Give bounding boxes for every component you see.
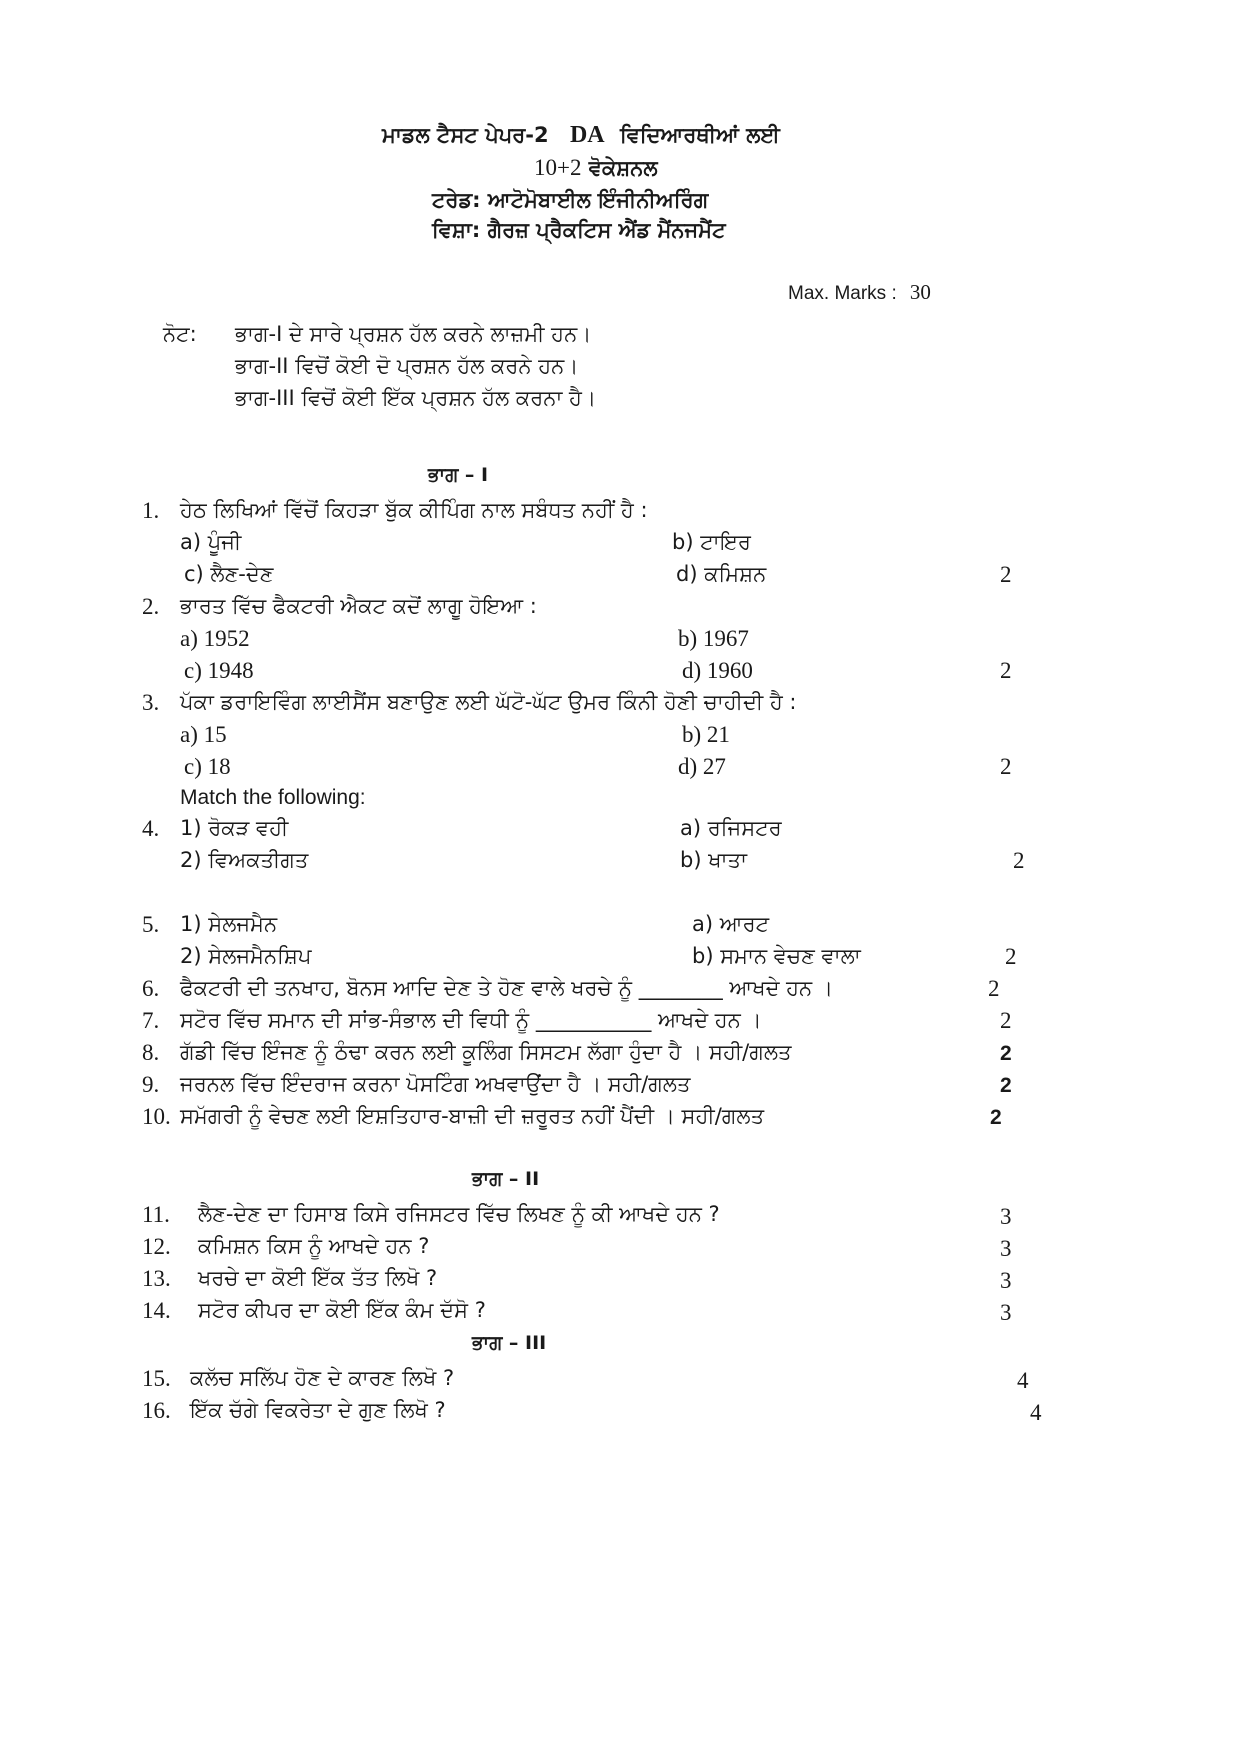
subject-line: ਵਿਸ਼ਾ: ਗੈਰਜ਼ ਪ੍ਰੈਕਟਿਸ ਐਂਡ ਮੈਂਨਜਮੈਂਟ — [432, 218, 726, 242]
max-marks-label: Max. Marks : — [788, 283, 897, 304]
q1-text: ਹੇਠ ਲਿਖਿਆਂ ਵਿੱਚੋਂ ਕਿਹੜਾ ਬੁੱਕ ਕੀਪਿੰਗ ਨਾਲ ਸਬੰਧਤ ਨਹੀਂ ਹੈ : — [180, 498, 648, 522]
q7-text: ਸਟੋਰ ਵਿੱਚ ਸਮਾਨ ਦੀ ਸਾਂਭ-ਸੰਭਾਲ ਦੀ ਵਿਧੀ ਨੂੰ ___________ ਆਖਦੇ ਹਨ । — [180, 1008, 762, 1032]
q3-marks: 2 — [1000, 754, 1012, 779]
q8-number: 8. — [142, 1040, 160, 1065]
q4-right-2: b) ਖਾਤਾ — [680, 848, 747, 872]
q5-number: 5. — [142, 912, 160, 937]
q1-number: 1. — [142, 498, 160, 523]
part3-heading: ਭਾਗ – III — [472, 1332, 547, 1354]
q15-number: 15. — [142, 1366, 171, 1391]
q12-number: 12. — [142, 1234, 171, 1259]
q2-number: 2. — [142, 594, 160, 619]
part2-heading: ਭਾਗ – II — [472, 1168, 540, 1190]
max-marks-value: 30 — [909, 280, 931, 304]
q9-marks: 2 — [1000, 1074, 1012, 1097]
q6-number: 6. — [142, 976, 160, 1001]
match-heading: Match the following: — [180, 786, 366, 809]
q14-marks: 3 — [1000, 1300, 1012, 1325]
paper-title-da: DA — [569, 122, 605, 148]
max-marks — [788, 280, 931, 305]
q6-marks: 2 — [988, 976, 1000, 1001]
class-line — [534, 155, 658, 181]
q3-option-c: c) 18 — [184, 754, 231, 779]
q11-number: 11. — [142, 1202, 170, 1227]
paper-title-line — [382, 122, 780, 149]
note-line-1: ਭਾਗ-I ਦੇ ਸਾਰੇ ਪ੍ਰਸ਼ਨ ਹੱਲ ਕਰਨੇ ਲਾਜ਼ਮੀ ਹਨ। — [235, 322, 592, 346]
q5-left-1: 1) ਸੇਲਜਮੈਨ — [180, 912, 278, 936]
q4-left-1: 1) ਰੋਕੜ ਵਹੀ — [180, 816, 289, 840]
q13-number: 13. — [142, 1266, 171, 1291]
q2-option-b: b) 1967 — [678, 626, 749, 651]
q1-option-b: b) ਟਾਇਰ — [672, 530, 751, 554]
q6-text: ਫੈਕਟਰੀ ਦੀ ਤਨਖਾਹ, ਬੋਨਸ ਆਦਿ ਦੇਣ ਤੇ ਹੋਣ ਵਾਲੇ ਖਰਚੇ ਨੂੰ ________ ਆਖਦੇ ਹਨ । — [180, 976, 833, 1000]
q3-option-a: a) 15 — [180, 722, 227, 747]
q1-option-d: d) ਕਮਿਸ਼ਨ — [676, 562, 767, 586]
class-type: ਵੋਕੇਸ਼ਨਲ — [588, 156, 658, 180]
q15-text: ਕਲੱਚ ਸਲਿੱਪ ਹੋਣ ਦੇ ਕਾਰਣ ਲਿਖੋ ? — [190, 1366, 455, 1390]
q2-option-a: a) 1952 — [180, 626, 250, 651]
trade-line: ਟਰੇਡ: ਆਟੋਮੋਬਾਈਲ ਇੰਜੀਨੀਅਰਿੰਗ — [432, 188, 709, 212]
q2-marks: 2 — [1000, 658, 1012, 683]
q16-marks: 4 — [1030, 1400, 1042, 1425]
q2-text: ਭਾਰਤ ਵਿੱਚ ਫੈਕਟਰੀ ਐਕਟ ਕਦੋਂ ਲਾਗੂ ਹੋਇਆ : — [180, 594, 537, 618]
q12-marks: 3 — [1000, 1236, 1012, 1261]
q11-marks: 3 — [1000, 1204, 1012, 1229]
paper-title-audience: ਵਿਦਿਆਰਥੀਆਂ ਲਈ — [619, 123, 780, 147]
paper-title: ਮਾਡਲ ਟੈਸਟ ਪੇਪਰ-2 — [382, 123, 549, 147]
q16-text: ਇੱਕ ਚੱਗੇ ਵਿਕਰੇਤਾ ਦੇ ਗੁਣ ਲਿਖੋ ? — [190, 1398, 446, 1422]
q9-text: ਜਰਨਲ ਵਿੱਚ ਇੰਦਰਾਜ ਕਰਨਾ ਪੋਸਟਿੰਗ ਅਖਵਾਉਂਦਾ ਹੈ । ਸਹੀ/ਗਲਤ — [180, 1072, 691, 1096]
q10-number: 10. — [142, 1104, 171, 1129]
q5-right-2: b) ਸਮਾਨ ਵੇਚਣ ਵਾਲਾ — [692, 944, 861, 968]
q9-number: 9. — [142, 1072, 160, 1097]
q1-option-c: c) ਲੈਣ-ਦੇਣ — [184, 562, 274, 586]
q4-marks: 2 — [1013, 848, 1025, 873]
q10-marks: 2 — [990, 1106, 1002, 1129]
q2-option-c: c) 1948 — [184, 658, 254, 683]
q3-option-b: b) 21 — [682, 722, 730, 747]
q2-option-d: d) 1960 — [682, 658, 753, 683]
q11-text: ਲੈਣ-ਦੇਣ ਦਾ ਹਿਸਾਬ ਕਿਸੇ ਰਜਿਸਟਰ ਵਿੱਚ ਲਿਖਣ ਨੂੰ ਕੀ ਆਖਦੇ ਹਨ ? — [198, 1202, 720, 1226]
q3-number: 3. — [142, 690, 160, 715]
q12-text: ਕਮਿਸ਼ਨ ਕਿਸ ਨੂੰ ਆਖਦੇ ਹਨ ? — [198, 1234, 430, 1258]
q3-option-d: d) 27 — [678, 754, 726, 779]
q14-number: 14. — [142, 1298, 171, 1323]
class-number: 10+2 — [534, 155, 582, 180]
q14-text: ਸਟੋਰ ਕੀਪਰ ਦਾ ਕੋਈ ਇੱਕ ਕੰਮ ਦੱਸੋ ? — [198, 1298, 486, 1322]
q5-left-2: 2) ਸੇਲਜਮੈਨਸ਼ਿਪ — [180, 944, 312, 968]
q7-marks: 2 — [1000, 1008, 1012, 1033]
q5-right-1: a) ਆਰਟ — [692, 912, 770, 936]
part1-heading: ਭਾਗ – I — [428, 464, 489, 486]
q13-marks: 3 — [1000, 1268, 1012, 1293]
q4-right-1: a) ਰਜਿਸਟਰ — [680, 816, 782, 840]
q16-number: 16. — [142, 1398, 171, 1423]
note-line-3: ਭਾਗ-III ਵਿਚੋਂ ਕੋਈ ਇੱਕ ਪ੍ਰਸ਼ਨ ਹੱਲ ਕਰਨਾ ਹੈ। — [235, 386, 597, 410]
q15-marks: 4 — [1017, 1368, 1029, 1393]
note-label: ਨੋਟ: — [163, 322, 197, 346]
q4-number: 4. — [142, 816, 160, 841]
q7-number: 7. — [142, 1008, 160, 1033]
note-line-2: ਭਾਗ-II ਵਿਚੋਂ ਕੋਈ ਦੋ ਪ੍ਰਸ਼ਨ ਹੱਲ ਕਰਨੇ ਹਨ। — [235, 354, 579, 378]
q13-text: ਖਰਚੇ ਦਾ ਕੋਈ ਇੱਕ ਤੱਤ ਲਿਖੋ ? — [198, 1266, 438, 1290]
q1-marks: 2 — [1000, 562, 1012, 587]
q3-text: ਪੱਕਾ ਡਰਾਇਵਿੰਗ ਲਾਈਸੈਂਸ ਬਣਾਉਣ ਲਈ ਘੱਟੋ-ਘੱਟ ਉਮਰ ਕਿੰਨੀ ਹੋਣੀ ਚਾਹੀਦੀ ਹੈ : — [180, 690, 797, 714]
q5-marks: 2 — [1005, 944, 1017, 969]
q8-text: ਗੱਡੀ ਵਿੱਚ ਇੰਜਣ ਨੂੰ ਠੰਢਾ ਕਰਨ ਲਈ ਕੂਲਿੰਗ ਸਿਸਟਮ ਲੱਗਾ ਹੁੰਦਾ ਹੈ । ਸਹੀ/ਗਲਤ — [180, 1040, 792, 1064]
q4-left-2: 2) ਵਿਅਕਤੀਗਤ — [180, 848, 309, 872]
q10-text: ਸਮੱਗਰੀ ਨੂੰ ਵੇਚਣ ਲਈ ਇਸ਼ਤਿਹਾਰ-ਬਾਜ਼ੀ ਦੀ ਜ਼ਰੂਰਤ ਨਹੀਂ ਪੈਂਦੀ । ਸਹੀ/ਗਲਤ — [180, 1104, 765, 1128]
q1-option-a: a) ਪੂੰਜੀ — [180, 530, 242, 554]
q8-marks: 2 — [1000, 1042, 1012, 1065]
